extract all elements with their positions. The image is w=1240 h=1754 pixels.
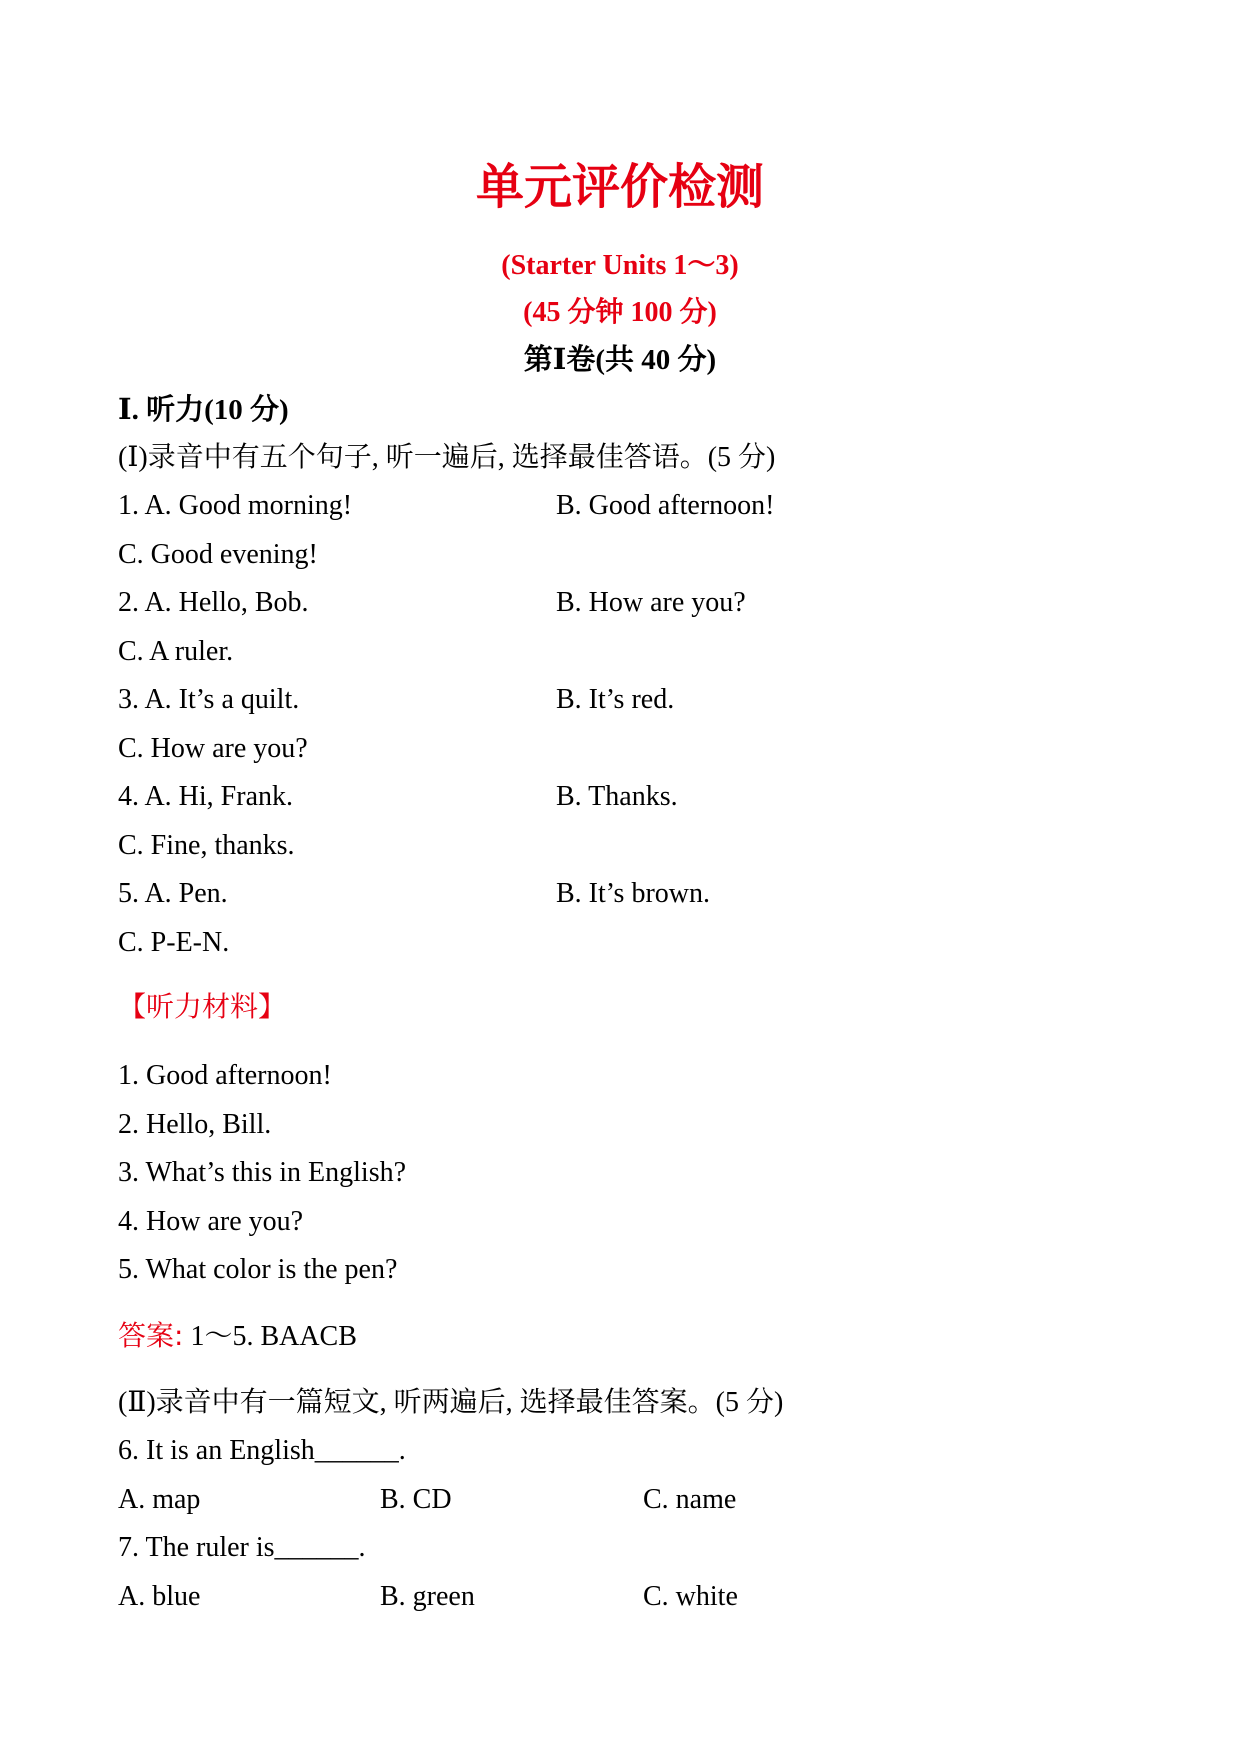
q3-option-a: 3. A. It’s a quilt.	[118, 684, 300, 715]
listening-material-label: 【听力材料】	[118, 990, 287, 1023]
q6-option-c: C. name	[643, 1484, 737, 1515]
material-line: 2. Hello, Bill.	[118, 1109, 272, 1140]
q6-option-a: A. map	[118, 1484, 201, 1515]
q7-option-c: C. white	[643, 1581, 738, 1612]
q2-option-b: B. How are you?	[556, 587, 746, 618]
volume-heading: 第Ⅰ卷(共 40 分)	[523, 344, 717, 376]
material-line: 1. Good afternoon!	[118, 1060, 332, 1091]
q1-option-c: C. Good evening!	[118, 539, 318, 570]
q5-option-b: B. It’s brown.	[556, 878, 710, 909]
part2-instruction: (Ⅱ)录音中有一篇短文, 听两遍后, 选择最佳答案。(5 分)	[118, 1387, 784, 1418]
answer-line	[118, 1319, 357, 1352]
q4-option-b: B. Thanks.	[556, 781, 678, 812]
units-subtitle: (Starter Units 1～3)	[501, 250, 739, 281]
q6-option-b: B. CD	[380, 1484, 452, 1515]
part1-instruction: (Ⅰ)录音中有五个句子, 听一遍后, 选择最佳答语。(5 分)	[118, 442, 776, 473]
answer-label: 答案:	[118, 1319, 184, 1352]
q1-option-b: B. Good afternoon!	[556, 490, 775, 521]
q5-option-a: 5. A. Pen.	[118, 878, 228, 909]
q5-option-c: C. P-E-N.	[118, 927, 230, 958]
material-line: 3. What’s this in English?	[118, 1157, 407, 1188]
q6-stem: 6. It is an English______.	[118, 1435, 406, 1466]
q2-option-c: C. A ruler.	[118, 636, 234, 667]
q4-option-a: 4. A. Hi, Frank.	[118, 781, 293, 812]
time-score-subtitle: (45 分钟 100 分)	[523, 297, 717, 328]
q1-option-a: 1. A. Good morning!	[118, 490, 353, 521]
page-title: 单元评价检测	[475, 159, 764, 215]
q7-option-a: A. blue	[118, 1581, 201, 1612]
answer-text: 1～5. BAACB	[183, 1321, 357, 1352]
q3-option-b: B. It’s red.	[556, 684, 675, 715]
q7-stem: 7. The ruler is______.	[118, 1532, 366, 1563]
q7-option-b: B. green	[380, 1581, 475, 1612]
material-line: 4. How are you?	[118, 1206, 304, 1237]
q3-option-c: C. How are you?	[118, 733, 308, 764]
section-heading-listening: Ⅰ. 听力(10 分)	[118, 394, 289, 426]
q4-option-c: C. Fine, thanks.	[118, 830, 295, 861]
q2-option-a: 2. A. Hello, Bob.	[118, 587, 309, 618]
material-line: 5. What color is the pen?	[118, 1254, 398, 1285]
